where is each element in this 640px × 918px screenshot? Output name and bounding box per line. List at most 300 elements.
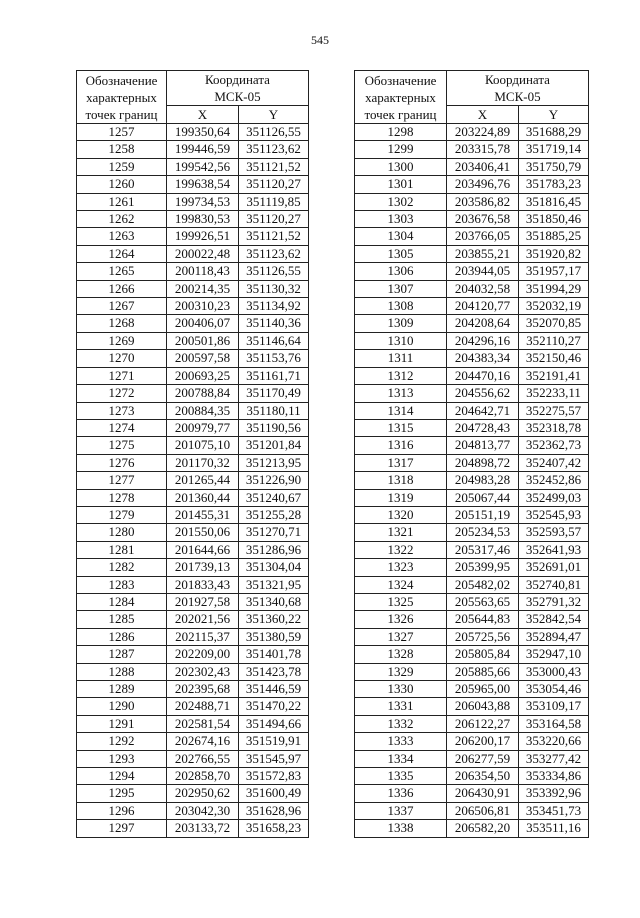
table-row xyxy=(77,820,309,837)
x-coordinate-cell: 200693,25 xyxy=(167,367,239,384)
y-coordinate-cell: 352070,85 xyxy=(519,315,589,332)
y-coordinate-cell: 351119,85 xyxy=(239,193,309,210)
y-coordinate-cell: 351130,32 xyxy=(239,280,309,297)
point-number-cell: 1319 xyxy=(355,489,447,506)
point-number-cell: 1262 xyxy=(77,211,167,228)
point-number-cell: 1327 xyxy=(355,628,447,645)
table-row xyxy=(355,733,589,750)
x-coordinate-cell: 203042,30 xyxy=(167,802,239,819)
y-coordinate-cell: 351126,55 xyxy=(239,124,309,141)
table-row xyxy=(355,611,589,628)
table-row xyxy=(355,385,589,402)
point-number-cell: 1268 xyxy=(77,315,167,332)
table-row xyxy=(355,506,589,523)
y-coordinate-cell: 352110,27 xyxy=(519,332,589,349)
point-number-cell: 1280 xyxy=(77,524,167,541)
x-coordinate-cell: 202766,55 xyxy=(167,750,239,767)
x-coordinate-cell: 199734,53 xyxy=(167,193,239,210)
point-number-cell: 1312 xyxy=(355,367,447,384)
y-coordinate-cell: 351920,82 xyxy=(519,245,589,262)
x-coordinate-cell: 200788,84 xyxy=(167,385,239,402)
x-coordinate-cell: 204813,77 xyxy=(447,437,519,454)
y-coordinate-cell: 351201,84 xyxy=(239,437,309,454)
y-coordinate-cell: 353000,43 xyxy=(519,663,589,680)
y-coordinate-cell: 352499,03 xyxy=(519,489,589,506)
table-row xyxy=(355,280,589,297)
point-number-cell: 1313 xyxy=(355,385,447,402)
y-coordinate-cell: 352318,78 xyxy=(519,419,589,436)
table-row xyxy=(355,628,589,645)
table-row xyxy=(77,350,309,367)
x-coordinate-cell: 205067,44 xyxy=(447,489,519,506)
table-row xyxy=(77,263,309,280)
table-row xyxy=(355,715,589,732)
point-number-cell: 1311 xyxy=(355,350,447,367)
point-number-cell: 1267 xyxy=(77,298,167,315)
y-coordinate-cell: 351270,71 xyxy=(239,524,309,541)
x-coordinate-cell: 204208,64 xyxy=(447,315,519,332)
point-number-cell: 1270 xyxy=(77,350,167,367)
y-column-header: Y xyxy=(519,106,589,124)
table-row xyxy=(355,315,589,332)
point-number-cell: 1308 xyxy=(355,298,447,315)
table-row xyxy=(77,419,309,436)
y-coordinate-cell: 351494,66 xyxy=(239,715,309,732)
table-row xyxy=(355,454,589,471)
coordinates-table-right xyxy=(354,70,589,838)
y-coordinate-cell: 351600,49 xyxy=(239,785,309,802)
y-coordinate-cell: 351140,36 xyxy=(239,315,309,332)
header-line: Координата xyxy=(205,72,270,87)
x-coordinate-cell: 203676,58 xyxy=(447,211,519,228)
y-coordinate-cell: 353164,58 xyxy=(519,715,589,732)
point-number-cell: 1337 xyxy=(355,802,447,819)
x-coordinate-cell: 206043,88 xyxy=(447,698,519,715)
x-coordinate-cell: 200214,35 xyxy=(167,280,239,297)
table-row xyxy=(77,298,309,315)
point-number-cell: 1336 xyxy=(355,785,447,802)
table-row xyxy=(355,298,589,315)
table-row xyxy=(77,176,309,193)
y-coordinate-cell: 353277,42 xyxy=(519,750,589,767)
x-coordinate-cell: 202302,43 xyxy=(167,663,239,680)
table-row xyxy=(77,193,309,210)
point-number-cell: 1325 xyxy=(355,593,447,610)
point-number-cell: 1306 xyxy=(355,263,447,280)
y-coordinate-cell: 352191,41 xyxy=(519,367,589,384)
table-row xyxy=(77,472,309,489)
point-number-cell: 1300 xyxy=(355,158,447,175)
x-coordinate-cell: 202209,00 xyxy=(167,646,239,663)
y-column-header: Y xyxy=(239,106,309,124)
point-number-cell: 1301 xyxy=(355,176,447,193)
point-number-cell: 1314 xyxy=(355,402,447,419)
table-row xyxy=(77,228,309,245)
table-row xyxy=(355,524,589,541)
x-coordinate-cell: 200310,23 xyxy=(167,298,239,315)
point-number-cell: 1294 xyxy=(77,768,167,785)
y-coordinate-cell: 352740,81 xyxy=(519,576,589,593)
point-number-cell: 1272 xyxy=(77,385,167,402)
x-coordinate-cell: 201739,13 xyxy=(167,559,239,576)
point-number-cell: 1274 xyxy=(77,419,167,436)
point-number-cell: 1303 xyxy=(355,211,447,228)
y-coordinate-cell: 351380,59 xyxy=(239,628,309,645)
table-row xyxy=(77,158,309,175)
y-coordinate-cell: 353054,46 xyxy=(519,681,589,698)
y-coordinate-cell: 351783,23 xyxy=(519,176,589,193)
point-number-cell: 1328 xyxy=(355,646,447,663)
x-coordinate-cell: 206506,81 xyxy=(447,802,519,819)
point-number-cell: 1258 xyxy=(77,141,167,158)
x-coordinate-cell: 205885,66 xyxy=(447,663,519,680)
y-coordinate-cell: 353392,96 xyxy=(519,785,589,802)
table-row xyxy=(355,263,589,280)
x-coordinate-cell: 203315,78 xyxy=(447,141,519,158)
table-row xyxy=(77,332,309,349)
x-column-header: X xyxy=(167,106,239,124)
table-row xyxy=(77,628,309,645)
x-coordinate-cell: 201927,58 xyxy=(167,593,239,610)
y-coordinate-cell: 351360,22 xyxy=(239,611,309,628)
table-row xyxy=(355,681,589,698)
x-coordinate-cell: 204642,71 xyxy=(447,402,519,419)
point-number-cell: 1257 xyxy=(77,124,167,141)
table-row xyxy=(355,802,589,819)
table-row xyxy=(77,124,309,141)
point-number-cell: 1323 xyxy=(355,559,447,576)
point-number-cell: 1282 xyxy=(77,559,167,576)
y-coordinate-cell: 351885,25 xyxy=(519,228,589,245)
x-coordinate-cell: 199926,51 xyxy=(167,228,239,245)
y-coordinate-cell: 351120,27 xyxy=(239,176,309,193)
point-number-cell: 1332 xyxy=(355,715,447,732)
table-row xyxy=(355,750,589,767)
y-coordinate-cell: 351226,90 xyxy=(239,472,309,489)
table-row xyxy=(77,315,309,332)
y-coordinate-cell: 351401,78 xyxy=(239,646,309,663)
table-row xyxy=(355,245,589,262)
table-row xyxy=(355,141,589,158)
table-row xyxy=(355,158,589,175)
y-coordinate-cell: 351286,96 xyxy=(239,541,309,558)
coordinates-table-left xyxy=(76,70,309,838)
x-coordinate-cell: 206354,50 xyxy=(447,768,519,785)
y-coordinate-cell: 352894,47 xyxy=(519,628,589,645)
point-number-cell: 1289 xyxy=(77,681,167,698)
table-row xyxy=(355,419,589,436)
x-coordinate-cell: 202950,62 xyxy=(167,785,239,802)
x-coordinate-cell: 203855,21 xyxy=(447,245,519,262)
header-line: Координата xyxy=(485,72,550,87)
table-row xyxy=(355,593,589,610)
y-coordinate-cell: 352275,57 xyxy=(519,402,589,419)
y-coordinate-cell: 351126,55 xyxy=(239,263,309,280)
point-number-cell: 1283 xyxy=(77,576,167,593)
table-row xyxy=(355,472,589,489)
y-coordinate-cell: 351121,52 xyxy=(239,158,309,175)
table-row xyxy=(355,350,589,367)
point-number-cell: 1299 xyxy=(355,141,447,158)
point-number-cell: 1316 xyxy=(355,437,447,454)
table-row xyxy=(77,715,309,732)
point-number-cell: 1338 xyxy=(355,820,447,837)
x-coordinate-cell: 199542,56 xyxy=(167,158,239,175)
table-row xyxy=(355,663,589,680)
y-coordinate-cell: 351240,67 xyxy=(239,489,309,506)
y-coordinate-cell: 351572,83 xyxy=(239,768,309,785)
point-number-cell: 1291 xyxy=(77,715,167,732)
table-row xyxy=(77,646,309,663)
y-coordinate-cell: 351719,14 xyxy=(519,141,589,158)
x-coordinate-cell: 206122,27 xyxy=(447,715,519,732)
table-row xyxy=(355,698,589,715)
x-coordinate-cell: 200501,86 xyxy=(167,332,239,349)
point-number-cell: 1298 xyxy=(355,124,447,141)
table-row xyxy=(77,559,309,576)
x-coordinate-cell: 204296,16 xyxy=(447,332,519,349)
x-coordinate-cell: 200406,07 xyxy=(167,315,239,332)
table-row xyxy=(355,211,589,228)
point-number-cell: 1275 xyxy=(77,437,167,454)
y-coordinate-cell: 352947,10 xyxy=(519,646,589,663)
point-number-cell: 1285 xyxy=(77,611,167,628)
table-row xyxy=(77,541,309,558)
x-coordinate-cell: 203224,89 xyxy=(447,124,519,141)
table-row xyxy=(355,820,589,837)
y-coordinate-cell: 351850,46 xyxy=(519,211,589,228)
y-coordinate-cell: 353220,66 xyxy=(519,733,589,750)
table-row xyxy=(355,367,589,384)
point-number-cell: 1269 xyxy=(77,332,167,349)
y-coordinate-cell: 352150,46 xyxy=(519,350,589,367)
x-coordinate-cell: 202395,68 xyxy=(167,681,239,698)
x-coordinate-cell: 202021,56 xyxy=(167,611,239,628)
x-coordinate-cell: 206277,59 xyxy=(447,750,519,767)
y-coordinate-cell: 351519,91 xyxy=(239,733,309,750)
table-row xyxy=(77,611,309,628)
x-coordinate-cell: 204898,72 xyxy=(447,454,519,471)
point-number-cell: 1330 xyxy=(355,681,447,698)
point-number-cell: 1329 xyxy=(355,663,447,680)
x-coordinate-cell: 204032,58 xyxy=(447,280,519,297)
x-coordinate-cell: 203406,41 xyxy=(447,158,519,175)
table-row xyxy=(77,576,309,593)
table-row xyxy=(77,437,309,454)
x-coordinate-cell: 200022,48 xyxy=(167,245,239,262)
table-row xyxy=(77,698,309,715)
point-number-cell: 1324 xyxy=(355,576,447,593)
y-coordinate-cell: 351545,97 xyxy=(239,750,309,767)
x-coordinate-cell: 202581,54 xyxy=(167,715,239,732)
point-number-cell: 1295 xyxy=(77,785,167,802)
y-coordinate-cell: 352362,73 xyxy=(519,437,589,454)
header-line: точек границ xyxy=(364,106,437,122)
point-number-cell: 1276 xyxy=(77,454,167,471)
point-number-cell: 1266 xyxy=(77,280,167,297)
point-designation-header xyxy=(355,71,447,124)
x-coordinate-cell: 206200,17 xyxy=(447,733,519,750)
point-number-cell: 1286 xyxy=(77,628,167,645)
x-coordinate-cell: 203496,76 xyxy=(447,176,519,193)
x-coordinate-cell: 205563,65 xyxy=(447,593,519,610)
x-coordinate-cell: 201360,44 xyxy=(167,489,239,506)
header-line: МСК-05 xyxy=(214,89,261,104)
header-line: Обозначение xyxy=(85,72,158,88)
table-row xyxy=(77,524,309,541)
x-coordinate-cell: 205644,83 xyxy=(447,611,519,628)
y-coordinate-cell: 351120,27 xyxy=(239,211,309,228)
y-coordinate-cell: 351123,62 xyxy=(239,245,309,262)
table-row xyxy=(355,402,589,419)
x-coordinate-cell: 204120,77 xyxy=(447,298,519,315)
y-coordinate-cell: 351190,56 xyxy=(239,419,309,436)
y-coordinate-cell: 351658,23 xyxy=(239,820,309,837)
coordinate-system-header xyxy=(167,71,309,106)
y-coordinate-cell: 352545,93 xyxy=(519,506,589,523)
x-coordinate-cell: 201455,31 xyxy=(167,506,239,523)
table-row xyxy=(77,663,309,680)
point-number-cell: 1263 xyxy=(77,228,167,245)
table-row xyxy=(355,541,589,558)
y-coordinate-cell: 351146,64 xyxy=(239,332,309,349)
point-number-cell: 1273 xyxy=(77,402,167,419)
table-row xyxy=(77,785,309,802)
table-row xyxy=(355,785,589,802)
x-coordinate-cell: 200979,77 xyxy=(167,419,239,436)
x-coordinate-cell: 202674,16 xyxy=(167,733,239,750)
y-coordinate-cell: 351180,11 xyxy=(239,402,309,419)
point-number-cell: 1281 xyxy=(77,541,167,558)
point-designation-header xyxy=(77,71,167,124)
point-number-cell: 1333 xyxy=(355,733,447,750)
header-line: точек границ xyxy=(85,106,158,122)
table-row xyxy=(77,211,309,228)
point-number-cell: 1304 xyxy=(355,228,447,245)
table-row xyxy=(77,802,309,819)
point-number-cell: 1297 xyxy=(77,820,167,837)
point-number-cell: 1287 xyxy=(77,646,167,663)
y-coordinate-cell: 352593,57 xyxy=(519,524,589,541)
point-number-cell: 1277 xyxy=(77,472,167,489)
table-row xyxy=(77,489,309,506)
point-number-cell: 1310 xyxy=(355,332,447,349)
point-number-cell: 1335 xyxy=(355,768,447,785)
y-coordinate-cell: 351134,92 xyxy=(239,298,309,315)
x-coordinate-cell: 205234,53 xyxy=(447,524,519,541)
table-row xyxy=(77,593,309,610)
header-line: характерных xyxy=(86,89,157,105)
y-coordinate-cell: 351628,96 xyxy=(239,802,309,819)
point-number-cell: 1265 xyxy=(77,263,167,280)
point-number-cell: 1292 xyxy=(77,733,167,750)
y-coordinate-cell: 351688,29 xyxy=(519,124,589,141)
y-coordinate-cell: 351340,68 xyxy=(239,593,309,610)
table-row xyxy=(355,768,589,785)
y-coordinate-cell: 351423,78 xyxy=(239,663,309,680)
table-row xyxy=(355,332,589,349)
point-number-cell: 1264 xyxy=(77,245,167,262)
point-number-cell: 1315 xyxy=(355,419,447,436)
y-coordinate-cell: 351957,17 xyxy=(519,263,589,280)
x-coordinate-cell: 201833,43 xyxy=(167,576,239,593)
x-coordinate-cell: 203133,72 xyxy=(167,820,239,837)
table-row xyxy=(355,437,589,454)
x-coordinate-cell: 204556,62 xyxy=(447,385,519,402)
x-coordinate-cell: 201550,06 xyxy=(167,524,239,541)
y-coordinate-cell: 352233,11 xyxy=(519,385,589,402)
x-coordinate-cell: 201170,32 xyxy=(167,454,239,471)
page-number: 545 xyxy=(311,33,329,47)
y-coordinate-cell: 353334,86 xyxy=(519,768,589,785)
x-coordinate-cell: 200118,43 xyxy=(167,263,239,280)
point-number-cell: 1326 xyxy=(355,611,447,628)
table-row xyxy=(355,228,589,245)
y-coordinate-cell: 352842,54 xyxy=(519,611,589,628)
y-coordinate-cell: 351123,62 xyxy=(239,141,309,158)
x-coordinate-cell: 205399,95 xyxy=(447,559,519,576)
point-number-cell: 1331 xyxy=(355,698,447,715)
x-coordinate-cell: 206582,20 xyxy=(447,820,519,837)
point-number-cell: 1302 xyxy=(355,193,447,210)
x-coordinate-cell: 203944,05 xyxy=(447,263,519,280)
point-number-cell: 1307 xyxy=(355,280,447,297)
y-coordinate-cell: 352791,32 xyxy=(519,593,589,610)
header-line: характерных xyxy=(365,89,436,105)
table-row xyxy=(77,681,309,698)
table-row xyxy=(77,367,309,384)
point-number-cell: 1260 xyxy=(77,176,167,193)
point-number-cell: 1271 xyxy=(77,367,167,384)
x-coordinate-cell: 200884,35 xyxy=(167,402,239,419)
x-coordinate-cell: 200597,58 xyxy=(167,350,239,367)
y-coordinate-cell: 351750,79 xyxy=(519,158,589,175)
point-number-cell: 1320 xyxy=(355,506,447,523)
y-coordinate-cell: 351170,49 xyxy=(239,385,309,402)
x-coordinate-cell: 205965,00 xyxy=(447,681,519,698)
x-coordinate-cell: 199350,64 xyxy=(167,124,239,141)
point-number-cell: 1321 xyxy=(355,524,447,541)
y-coordinate-cell: 351446,59 xyxy=(239,681,309,698)
point-number-cell: 1278 xyxy=(77,489,167,506)
x-coordinate-cell: 205151,19 xyxy=(447,506,519,523)
x-coordinate-cell: 203766,05 xyxy=(447,228,519,245)
x-coordinate-cell: 202858,70 xyxy=(167,768,239,785)
x-coordinate-cell: 199446,59 xyxy=(167,141,239,158)
y-coordinate-cell: 351994,29 xyxy=(519,280,589,297)
y-coordinate-cell: 351304,04 xyxy=(239,559,309,576)
point-number-cell: 1318 xyxy=(355,472,447,489)
table-row xyxy=(355,489,589,506)
table-row xyxy=(77,750,309,767)
table-row xyxy=(77,141,309,158)
header-line: Обозначение xyxy=(364,72,437,88)
y-coordinate-cell: 351255,28 xyxy=(239,506,309,523)
header-line: МСК-05 xyxy=(494,89,541,104)
table-row xyxy=(355,124,589,141)
y-coordinate-cell: 351816,45 xyxy=(519,193,589,210)
y-coordinate-cell: 351161,71 xyxy=(239,367,309,384)
table-row xyxy=(355,576,589,593)
x-coordinate-cell: 204728,43 xyxy=(447,419,519,436)
table-row xyxy=(77,733,309,750)
point-number-cell: 1261 xyxy=(77,193,167,210)
x-coordinate-cell: 205725,56 xyxy=(447,628,519,645)
x-coordinate-cell: 204983,28 xyxy=(447,472,519,489)
table-row xyxy=(77,768,309,785)
table-row xyxy=(77,385,309,402)
point-number-cell: 1279 xyxy=(77,506,167,523)
